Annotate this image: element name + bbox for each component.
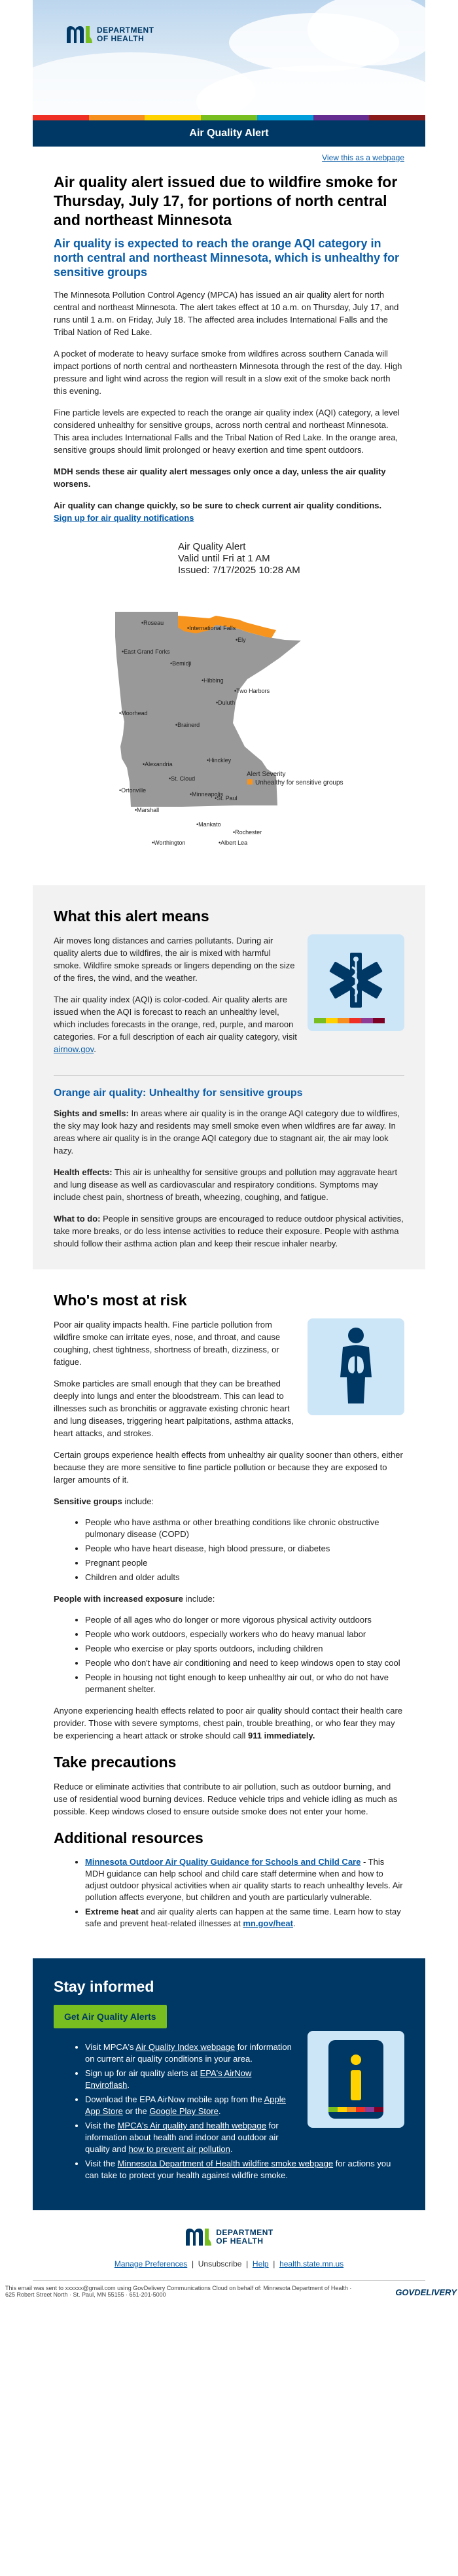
schools-guidance-link[interactable]: Minnesota Outdoor Air Quality Guidance for Schools and Child Care (85, 1857, 361, 1867)
map-city-label: •Duluth (216, 699, 236, 706)
mdh-logo-icon (185, 2227, 212, 2247)
todo-label: What to do: (54, 1214, 101, 1224)
map-city-label: •Ely (236, 637, 246, 643)
map-city-label: •Brainerd (175, 722, 200, 728)
subheadline: Air quality is expected to reach the orange AQI category in north central and northeast Minnesota, which is unhealthy for sensitive groups (54, 237, 400, 279)
risk-section (33, 1269, 425, 1945)
sights-paragraph (54, 1107, 404, 1157)
google-play-link[interactable]: Google Play Store (149, 2106, 219, 2116)
exposure-list (54, 1614, 404, 1695)
unsubscribe-link[interactable]: Unsubscribe (198, 2259, 242, 2268)
sensitive-label: Sensitive groups (54, 1496, 122, 1506)
legend-item: Unhealthy for sensitive groups (255, 779, 344, 786)
stay-text: Sign up for air quality alerts at (85, 2068, 200, 2078)
sensitive-list (54, 1517, 404, 1583)
footer-logo (185, 2227, 273, 2247)
band-segment (145, 115, 201, 120)
prevent-pollution-link[interactable]: how to prevent air pollution (128, 2144, 230, 2154)
govdelivery-logo: GOVDELIVERY (395, 2287, 457, 2297)
logo-line1: DEPARTMENT (216, 2228, 273, 2237)
map-title (178, 541, 300, 576)
map-city-label: •Minneapolis (190, 791, 224, 798)
map-city-label: •St. Cloud (169, 775, 196, 782)
exposure-suffix: include: (183, 1594, 215, 1604)
map-city-label: •Hibbing (202, 677, 224, 684)
map-city-label: •Marshall (135, 807, 160, 813)
stay-text: Visit MPCA's (85, 2042, 136, 2052)
list-item: • People in housing not tight enough to keep unhealthy air out, or who do not have permanent shelter. (85, 1672, 404, 1695)
map-city-label: •Albert Lea (219, 839, 248, 846)
manage-preferences-link[interactable]: Manage Preferences (114, 2259, 188, 2268)
what-alert-means-section (33, 885, 425, 1269)
exposure-label: People with increased exposure (54, 1594, 183, 1604)
divider (54, 1075, 404, 1076)
risk-p2: Smoke particles are small enough that they can be breathed deeply into lungs and enter the bloodstream. This can lead to illnesses such as bronchitis or aggravate existing chronic heart and lung diseases, triggering heart palpitations, asthma attacks, heart attacks, and strokes. (54, 1379, 294, 1438)
health-text: This air is unhealthy for sensitive groups and pollution may aggravate heart and lung disease as well as cardiovascular and respiratory conditions. Symptoms may include chest pain, shortness of breath, wheezing, coughing, and fatigue. (54, 1167, 398, 1202)
separator: | (191, 2259, 194, 2268)
map-city-label: •Hinckley (207, 757, 232, 764)
mpca-health-link[interactable]: MPCA's Air quality and health webpage (117, 2121, 266, 2130)
intro-paragraph: The Minnesota Pollution Control Agency (MPCA) has issued an air quality alert for north central and northeast Minnesota. The alert takes effect at 10 a.m. on Thursday, July 17, and runs until 1 a.m. on Friday, July 18. The affected area includes International Falls and the Tribal Nation of Red Lake. (54, 290, 399, 337)
health-paragraph (54, 1166, 404, 1203)
extreme-heat-label: Extreme heat (85, 1907, 139, 1916)
map-title-line2: Valid until Fri at 1 AM (178, 553, 270, 564)
health-site-link[interactable]: health.state.mn.us (279, 2259, 344, 2268)
intro-paragraph: Fine particle levels are expected to reach the orange air quality index (AQI) category, a level considered unhealthy for sensitive groups, across north central and northeast Minnesota. This area includes International Falls and the Tribal Nation of Red Lake. In the orange area, sensitive groups should limit prolonged or heavy exertion and time spent outdoors. (54, 408, 400, 455)
stay-text: Visit the (85, 2121, 118, 2130)
health-label: Health effects: (54, 1167, 113, 1177)
resource-item (85, 1906, 404, 1930)
band-segment (369, 115, 425, 120)
stay-text: . (218, 2106, 221, 2116)
logo-text (97, 26, 154, 43)
aqi-description: The air quality index (AQI) is color-coded. Air quality alerts are issued when the AQI is forecast to reach an unhealthy level, which includes forecasts in the orange, red, purple, and maroon categories. For a full description of each air quality category, visit (54, 995, 297, 1042)
mdh-logo-icon (65, 25, 93, 44)
sights-label: Sights and smells: (54, 1108, 129, 1118)
alert-title-bar: Air Quality Alert (33, 120, 425, 147)
footer-links (33, 2259, 425, 2268)
stay-text: or the (122, 2106, 150, 2116)
list-item: • People who don't have air conditioning and need to keep windows open to stay cool (85, 1657, 404, 1669)
schools-guidance-text: - This MDH guidance can help school and child care staff determine when and how to adjust outdoor physical activities when air quality starts to reach unhealthy levels. Air pollution affects everyone, but children and youth are particularly vulnerable. (85, 1857, 403, 1902)
exposure-intro (54, 1593, 404, 1605)
map-city-label: •Roseau (141, 620, 164, 626)
map-city-label: •Two Harbors (234, 688, 270, 694)
check-conditions-notice: Air quality can change quickly, so be sure to check current air quality conditions. (54, 501, 382, 510)
map-city-label: •Ortonville (119, 787, 147, 794)
main-content (33, 173, 425, 872)
star-of-life-icon (308, 934, 404, 1031)
precautions-heading: Take precautions (54, 1754, 177, 1771)
app-store-link[interactable]: Apple App Store (85, 2094, 286, 2116)
person-lungs-icon (308, 1318, 404, 1415)
mdh-logo (65, 25, 154, 44)
band-segment (33, 115, 89, 120)
resources-list (54, 1856, 404, 1930)
resource-item (85, 1856, 404, 1903)
footer (33, 2210, 425, 2281)
map-city-label: •St. Paul (215, 795, 238, 802)
separator: | (246, 2259, 249, 2268)
help-link[interactable]: Help (252, 2259, 269, 2268)
risk-p1: Poor air quality impacts health. Fine particle pollution from wildfire smoke can irritate eyes, nose, and throat, and cause coughing, chest tightness, shortness of breath, dizziness, or fatigue. (54, 1320, 281, 1367)
stay-text: for actions you can take to protect your health against wildfire smoke. (85, 2159, 391, 2180)
map-city-label: •Mankato (196, 821, 221, 828)
separator: | (273, 2259, 275, 2268)
intro-paragraph: A pocket of moderate to heavy surface smoke from wildfires across southern Canada will impact portions of north central and northeastern Minnesota through the rest of the day. High pressure and light wind across the region will result in a slow exit of the smoke back north this evening. (54, 349, 402, 396)
map-city-label: •Rochester (233, 829, 262, 836)
stay-text: Download the EPA AirNow mobile app from the (85, 2094, 264, 2104)
enviroflash-link[interactable]: EPA's AirNow Enviroflash (85, 2068, 252, 2090)
signup-notifications-link[interactable]: Sign up for air quality notifications (54, 513, 194, 523)
info-icon (308, 2031, 404, 2128)
list-item: • People who work outdoors, especially workers who do heavy manual labor (85, 1629, 404, 1640)
map-city-label: •Alexandria (143, 761, 173, 768)
sensitive-suffix: include: (122, 1496, 154, 1506)
band-segment (257, 115, 313, 120)
band-segment (89, 115, 145, 120)
stay-text: Visit the (85, 2159, 118, 2168)
orange-heading: Orange air quality: Unhealthy for sensitive groups (54, 1087, 303, 1099)
stay-informed-section (33, 1958, 425, 2210)
legend-swatch (247, 779, 253, 785)
once-a-day-notice: MDH sends these air quality alert messages only once a day, unless the air quality worsens. (54, 467, 386, 489)
logo-line2: OF HEALTH (216, 2236, 264, 2246)
todo-text: People in sensitive groups are encouraged to reduce outdoor physical activities, take more breaks, or do less intense activities to reduce their exposure. People with asthma should follow their asthma action plan and keep their rescue inhaler nearby. (54, 1214, 404, 1248)
band-segment (313, 115, 370, 120)
mdh-wildfire-link[interactable]: Minnesota Department of Health wildfire smoke webpage (117, 2159, 334, 2168)
stay-text: for information on current air quality conditions in your area. (85, 2042, 292, 2064)
risk-heading: Who's most at risk (54, 1292, 187, 1309)
color-band (33, 115, 425, 120)
logo-line2: OF HEALTH (97, 34, 145, 43)
period: . (94, 1044, 96, 1054)
get-alerts-button[interactable]: Get Air Quality Alerts (54, 2005, 167, 2028)
sights-text: In areas where air quality is in the orange AQI category due to wildfires, the sky may look hazy and residents may smell smoke even when wildfires are far away. In areas where air quality is in the orange AQI category due to stagnant air, the air may look hazy. (54, 1108, 400, 1156)
list-item: • People who have heart disease, high blood pressure, or diabetes (85, 1543, 404, 1555)
risk-p4-text: Anyone experiencing health effects related to poor air quality should contact their health care provider. Those with severe symptoms, chest pain, trouble breathing, or who fear they may be experiencing a heart attack or stroke should call (54, 1706, 403, 1740)
stay-item (85, 2158, 404, 2181)
view-webpage-link[interactable]: View this as a webpage (322, 153, 404, 162)
list-item: • Pregnant people (85, 1557, 404, 1569)
stay-text: . (230, 2144, 233, 2154)
mn-heat-link[interactable]: mn.gov/heat (243, 1918, 293, 1928)
logo-line1: DEPARTMENT (97, 26, 154, 35)
fine-print (3, 2281, 458, 2298)
risk-p4 (54, 1704, 404, 1742)
risk-p3: Certain groups experience health effects from unhealthy air quality sooner than others, either because they are more sensitive to fine particle pollution or because they are exposed to larger amounts of it. (54, 1450, 403, 1485)
list-item: • People of all ages who do longer or more vigorous physical activity outdoors (85, 1614, 404, 1626)
call-911: 911 immediately. (248, 1731, 315, 1740)
map-title-line3: Issued: 7/17/2025 10:28 AM (178, 565, 300, 576)
hero-banner (33, 0, 425, 115)
fine-line1: This email was sent to xxxxxx@gmail.com using GovDelivery Communications Cloud on behalf of: Minnesota Department of Health · (5, 2285, 352, 2291)
todo-paragraph (54, 1212, 404, 1250)
alert-map (105, 538, 353, 872)
map-city-label: •Bemidji (170, 660, 192, 667)
stay-heading: Stay informed (54, 1978, 154, 1995)
resources-heading: Additional resources (54, 1829, 203, 1846)
airnow-link[interactable]: airnow.gov (54, 1044, 94, 1054)
legend-title: Alert Severity (247, 771, 286, 778)
list-item: • People who exercise or play sports outdoors, including children (85, 1643, 404, 1655)
map-title-line1: Air Quality Alert (178, 541, 246, 552)
email-container (5, 0, 457, 2298)
sensitive-intro (54, 1495, 404, 1508)
aqi-webpage-link[interactable]: Air Quality Index webpage (135, 2042, 236, 2052)
extreme-heat-text: and air quality alerts can happen at the same time. Learn how to stay safe and prevent heat-related illnesses at (85, 1907, 401, 1928)
band-segment (201, 115, 257, 120)
map-city-label: •International Falls (187, 625, 236, 631)
period: . (292, 1918, 296, 1928)
stay-text: for information about health and indoor and outdoor air quality and (85, 2121, 279, 2154)
map-city-label: •East Grand Forks (122, 648, 170, 655)
map-city-label: •Worthington (152, 839, 186, 846)
fine-line2: 625 Robert Street North · St. Paul, MN 55155 · 651-201-5000 (5, 2291, 166, 2298)
what-alert-heading: What this alert means (54, 908, 209, 925)
logo-text (216, 2229, 273, 2246)
list-item: • Children and older adults (85, 1572, 404, 1583)
list-item: • People who have asthma or other breathing conditions like chronic obstructive pulmonary disease (COPD) (85, 1517, 404, 1540)
what-alert-p1: Air moves long distances and carries pollutants. During air quality alerts due to wildfires, the air is mixed with harmful smoke. Wildfire smoke spreads or lingers depending on the size of the fires, the wind, and the weather. (54, 936, 295, 983)
map-city-label: •Moorhead (119, 710, 148, 716)
precautions-text: Reduce or eliminate activities that contribute to air pollution, such as outdoor burning, and use of residential wood burning devices. Reduce vehicle trips and vehicle idling as much as possible. Keep windows closed to ensure outside smoke does not enter your home. (54, 1782, 398, 1816)
stay-text: . (127, 2080, 130, 2090)
headline: Air quality alert issued due to wildfire smoke for Thursday, July 17, for portions of north central and northeast Minnesota (54, 173, 398, 228)
